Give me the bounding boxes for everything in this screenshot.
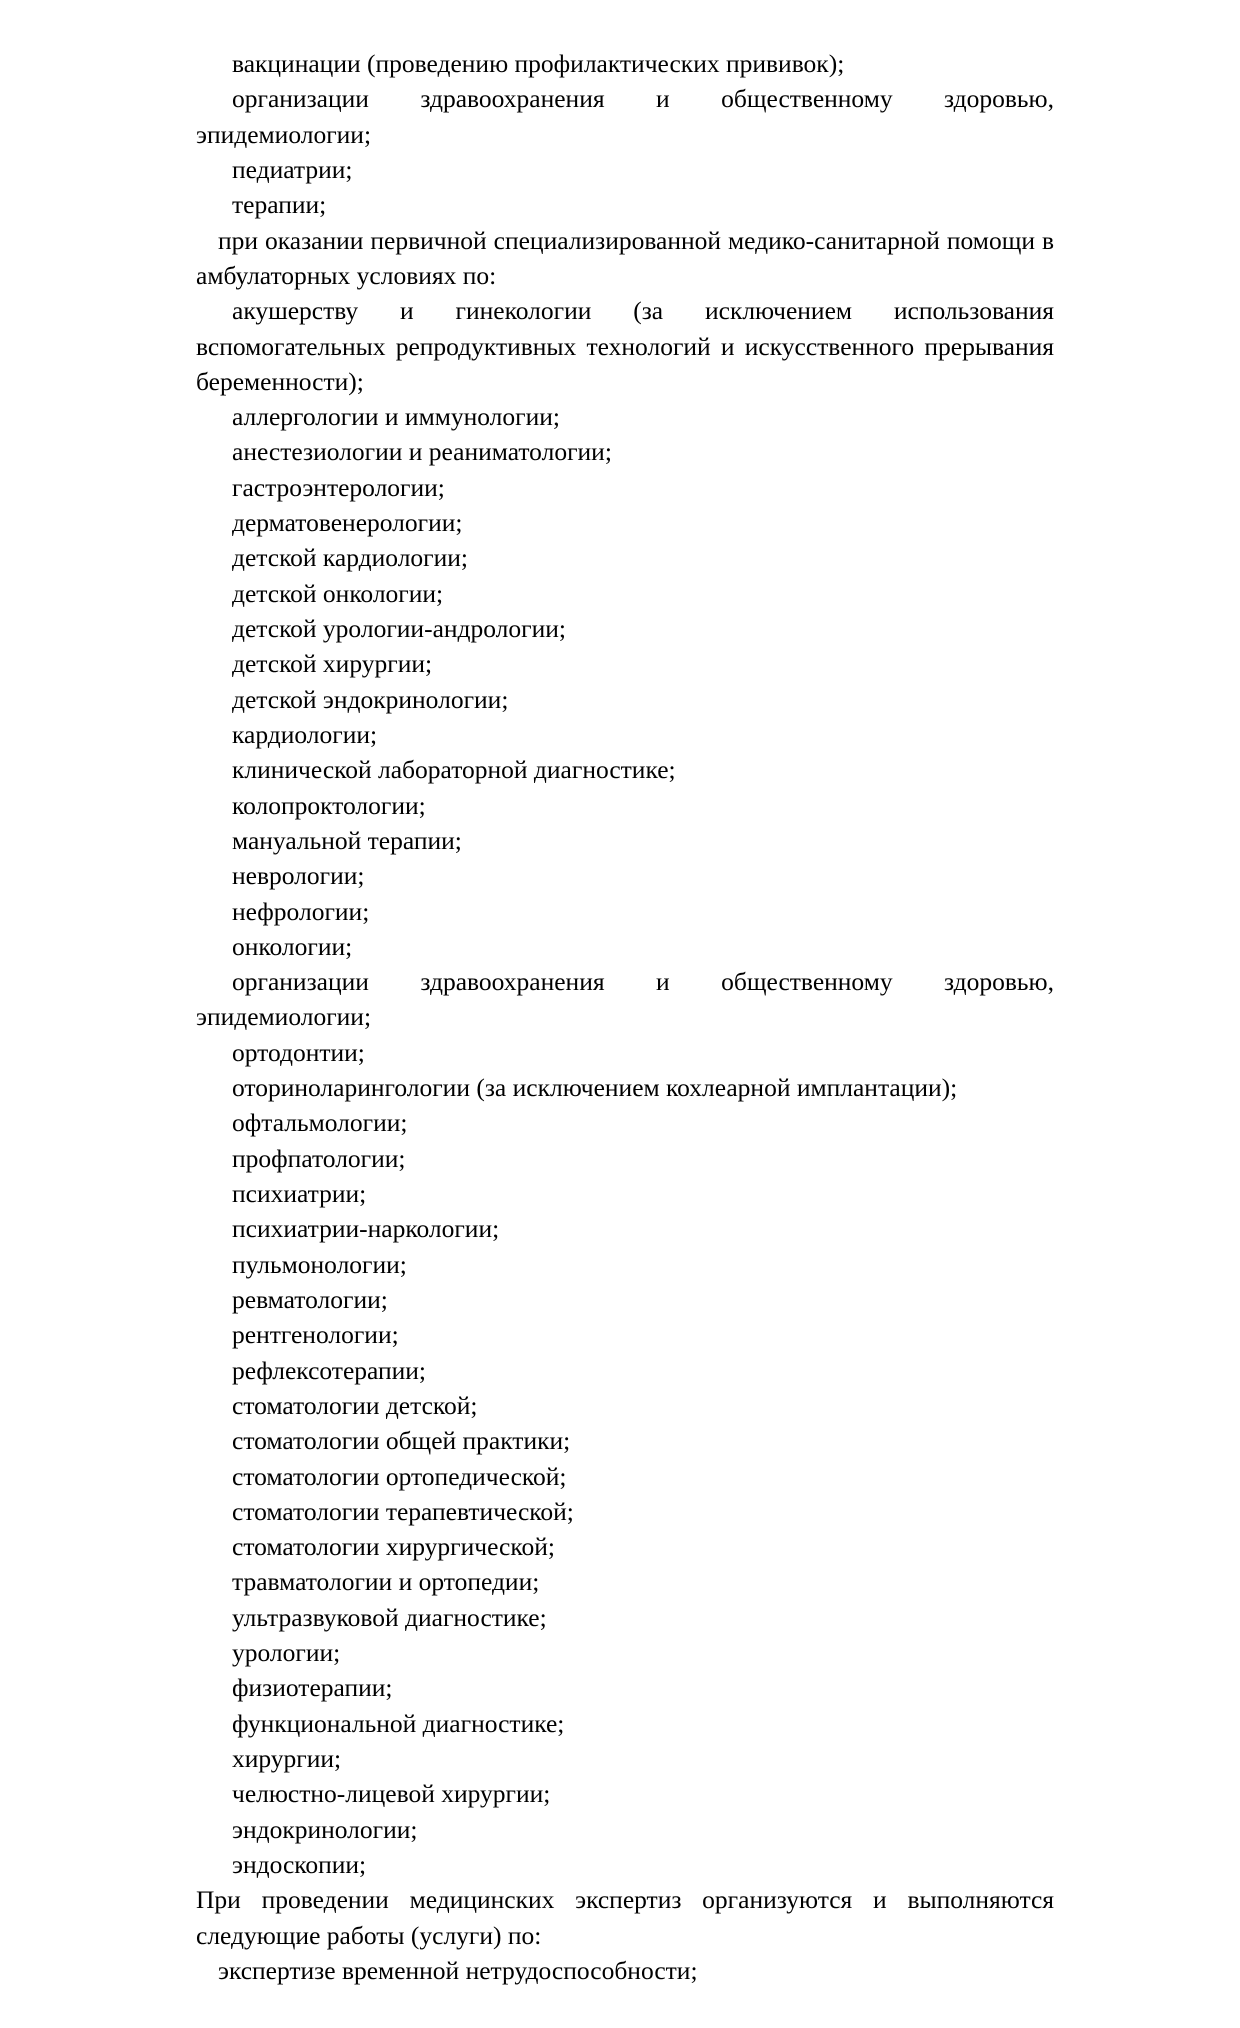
list-item: детской урологии-андрологии;: [232, 614, 566, 643]
list-item: дерматовенерологии;: [232, 508, 463, 538]
list-item: нефрологии;: [232, 896, 370, 926]
list-item: детской эндокринологии;: [232, 684, 509, 714]
paragraph-medical-expertise: При проведении медицинских экспертиз организуются и выполняются следующие работы (услуги) по:: [196, 1885, 1054, 1950]
list-item: стоматологии ортопедической;: [232, 1461, 567, 1491]
list-item: эндоскопии;: [232, 1849, 367, 1879]
list-item: рентгенологии;: [232, 1320, 399, 1350]
list-item: ортодонтии;: [232, 1037, 365, 1067]
list-item: анестезиологии и реаниматологии;: [232, 437, 612, 467]
list-item: детской онкологии;: [232, 578, 444, 608]
list-item: педиатрии;: [232, 154, 353, 184]
list-item: кардиологии;: [232, 719, 378, 749]
list-item: детской кардиологии;: [232, 543, 469, 573]
list-item: неврологии;: [232, 861, 365, 891]
list-item: аллергологии и иммунологии;: [232, 402, 560, 432]
list-item: терапии;: [232, 190, 327, 220]
list-item: гастроэнтерологии;: [232, 472, 445, 502]
document-body: [196, 46, 1054, 1988]
list-item: ревматологии;: [232, 1284, 388, 1314]
list-item: офтальмологии;: [232, 1108, 408, 1138]
list-item: эндокринологии;: [232, 1814, 418, 1844]
list-item: психиатрии-наркологии;: [232, 1214, 500, 1244]
list-item: стоматологии терапевтической;: [232, 1496, 574, 1526]
list-item: профпатологии;: [232, 1143, 406, 1173]
list-item: психиатрии;: [232, 1179, 367, 1208]
paragraph-obstetrics-gynecology: акушерству и гинекологии (за исключением использования вспомогательных репродуктивных технологий и искусственного прерывания беременности);: [196, 296, 1054, 396]
list-item: организации здравоохранения и общественному здоровью, эпидемиологии;: [196, 84, 1054, 149]
list-item: урологии;: [232, 1638, 341, 1668]
list-item: хирургии;: [232, 1744, 342, 1773]
list-item: рефлексотерапии;: [232, 1355, 427, 1385]
list-item: колопроктологии;: [232, 790, 426, 820]
list-item: стоматологии хирургической;: [232, 1532, 555, 1562]
list-item: стоматологии детской;: [232, 1390, 478, 1420]
list-item: организации здравоохранения и общественному здоровью, эпидемиологии;: [196, 967, 1054, 1032]
paragraph-primary-specialized-care: при оказании первичной специализированной медико-санитарной помощи в амбулаторных условиях по:: [196, 225, 1054, 290]
list-item: экспертизе временной нетрудоспособности;: [218, 1955, 698, 1985]
list-item: мануальной терапии;: [232, 825, 462, 855]
list-item: челюстно-лицевой хирургии;: [232, 1779, 551, 1809]
list-item: функциональной диагностике;: [232, 1708, 565, 1738]
list-item: оториноларингологии (за исключением кохлеарной имплантации);: [232, 1073, 958, 1103]
list-item: ультразвуковой диагностике;: [232, 1602, 547, 1632]
list-item: стоматологии общей практики;: [232, 1426, 571, 1456]
list-item: онкологии;: [232, 931, 353, 961]
list-item: травматологии и ортопедии;: [232, 1567, 540, 1597]
list-item: физиотерапии;: [232, 1673, 393, 1703]
list-item: клинической лабораторной диагностике;: [232, 755, 676, 785]
list-item: пульмонологии;: [232, 1249, 407, 1279]
list-item: детской хирургии;: [232, 649, 433, 679]
list-item: вакцинации (проведению профилактических прививок);: [232, 49, 845, 78]
